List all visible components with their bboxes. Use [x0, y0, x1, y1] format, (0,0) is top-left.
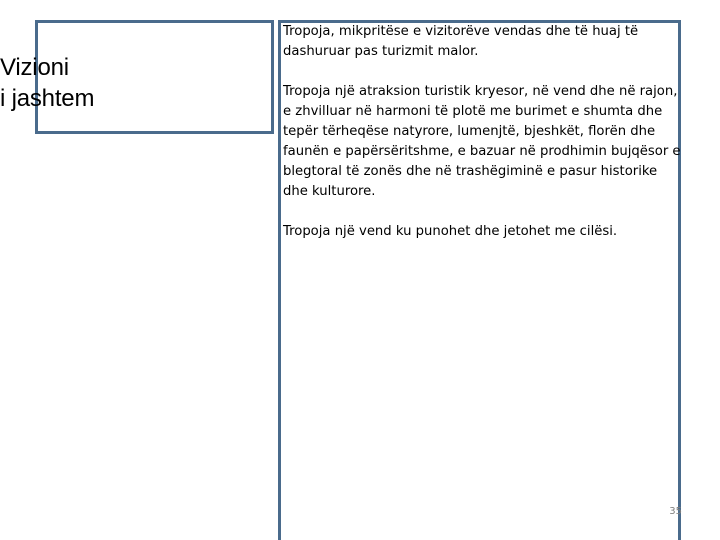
slide-title-line-1: Vizioni: [0, 54, 69, 81]
slide-title: [0, 52, 94, 114]
slide-title-line-2: i jashtem: [0, 85, 95, 112]
content-body: [283, 22, 683, 262]
paragraph-2: Tropoja një atraksion turistik kryesor, në vend dhe në rajon, e zhvilluar në harmoni të plotë me burimet e shumta dhe tepër tërheqëse natyrore, lumenjtë, bjeshkët, florën dhe faunën e papërsëritshme, e bazuar në prodhimin bujqësor e blegtoral të zonës dhe në trashëgiminë e pasur historike dhe kulturore.: [283, 84, 681, 199]
paragraph-3: Tropoja një vend ku punohet dhe jetohet me cilësi.: [283, 224, 618, 239]
paragraph-1: Tropoja, mikpritëse e vizitorëve vendas dhe të huaj të dashuruar pas turizmit malor.: [283, 24, 639, 59]
page-number: 35: [669, 506, 682, 517]
